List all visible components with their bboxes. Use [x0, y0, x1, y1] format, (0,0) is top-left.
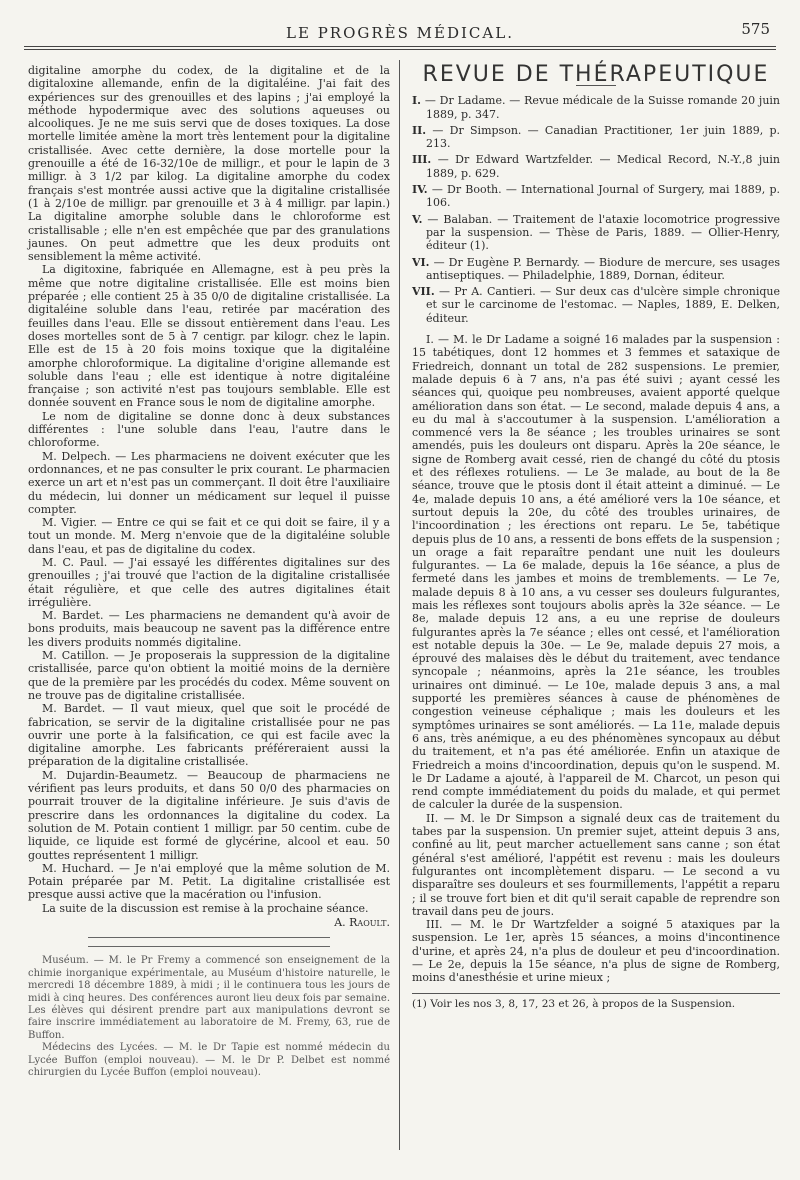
- reference-text: — Dr Simpson. — Canadian Practitioner, 1er juin 1889, p. 213.: [426, 123, 781, 151]
- author-signature: A. Raoult.: [334, 916, 390, 929]
- reference-number: I.: [412, 94, 421, 108]
- left-column: [28, 64, 390, 1079]
- reference-text: — Dr Edward Wartzfelder. — Medical Record, N.-Y.,8 juin 1889, p. 629.: [426, 153, 780, 180]
- paragraph: digitaline amorphe du codex, de la digitaline et de la digitaloxine allemande, enfin de la digitaléine. J'ai fait des expériences sur des grenouilles et des lapins ; j'ai employé la méthode hypodermique avec des solutions aqueuses ou alcooliques. Je ne me suis servi que de doses toxiques. La dose mortelle limitée amène la mort très lentement pour la digitaline cristallisée. Avec cette dernière, la dose mortelle pour la grenouille a été de 16-32/10e de milligr., et pour le lapin de 3 milligr. à 3 1/2 par kilog. La digitaline amorphe du codex français s'est montrée aussi active que la digitaline cristallisée (1 à 2/10e de milligr. par grenouille et 3 à 4 milligr. par lapin.) La digitaline amorphe soluble dans le chloroforme est cristallisable ; elle n'en est empêchée que par des granulations jaunes. On peut admettre que les deux produits ont sensiblement la même activité.: [28, 64, 390, 264]
- article-body: [412, 333, 780, 985]
- reference-list: [412, 94, 780, 325]
- reference-item: [412, 285, 780, 325]
- paragraph: M. Huchard. — Je n'ai employé que la même solution de M. Potain préparée par M. Petit. La digitaline cristallisée est presque aussi active que la macération ou l'infusion.: [28, 861, 390, 902]
- reference-item: [412, 213, 780, 253]
- separator-rule: [88, 946, 330, 947]
- reference-text: — Dr Booth. — International Journal of Surgery, mai 1889, p. 106.: [426, 183, 781, 210]
- reference-number: VII.: [412, 285, 435, 299]
- right-column: [412, 64, 780, 1011]
- section-title: REVUE DE THÉRAPEUTIQUE: [422, 62, 770, 87]
- reference-number: III.: [412, 153, 432, 167]
- header-rule: [24, 46, 776, 47]
- reference-text: — Balaban. — Traitement de l'ataxie locomotrice progressive par la suspension. — Thèse de Paris, 1889. — Ollier-Henry, éditeur (1).: [426, 212, 780, 253]
- footnote-rule: [412, 993, 780, 994]
- reference-item: [412, 183, 780, 210]
- paragraph: I. — M. le Dr Ladame a soigné 16 malades par la suspension : 15 tabétiques, dont 12 hommes et 3 femmes et sataxique de Friedreich, donnant un total de 282 suspensions. Le premier, malade depuis 6 à 7 ans, n'a pas été suivi ; ayant cessé les séances qui, quoique peu nombreuses, avaient apporté quelque amélioration dans son état. — Le second, malade depuis 4 ans, a eu du mal à s'accoutumer à la suspension. L'amélioration a commencé vers la 8e séance ; les troubles urinaires se sont amendés, puis les douleurs ont disparu. Après la 20e séance, le signe de Romberg avait cessé, rien de changé du côté du ptosis et des réflexes rotuliens. — Le 3e malade, au bout de la 8e séance, trouve que le ptosis dont il était atteint a diminué. — Le 4e, malade depuis 10 ans, a été amélioré vers la 10e séance, et surtout depuis la 20e, du côté des troubles urinaires, de l'incoordination ; les érections ont reparu. Le 5e, tabétique depuis plus de 10 ans, a ressenti de bons effets de la suspension ; un orage a fait reparaître pendant une nuit les douleurs fulgurantes. — La 6e malade, depuis la 16e séance, a plus de fermeté dans les jambes et moins de tremblements. — Le 7e, malade depuis 8 à 10 ans, a vu cesser ses douleurs fulgurantes, mais les réflexes sont toujours abolis après la 32e séance. — Le 8e, malade depuis 12 ans, a eu une reprise de douleurs fulgurantes après la 7e séance ; elles ont cessé, et l'amélioration est notable depuis la 30e. — Le 9e, malade depuis 27 mois, a éprouvé des malaises dès le début du traitement, avec tendance syncopale ; néanmoins, après la 21e séance, les troubles urinaires ont diminué. — Le 10e, malade depuis 3 ans, a mal supporté les premières séances à cause de phénomènes de congestion veineuse céphalique ; mais les douleurs et les symptômes urinaires se sont améliorés. — La 11e, malade depuis 6 ans, très anémique, a eu des phénomènes syncopaux au début du traitement, et n'a pas été améliorée. Enfin un ataxique de Friedreich a moins d'incoordination, depuis qu'on le suspend. M. le Dr Ladame a ajouté, à l'appareil de M. Charcot, un peson qui rend compte immédiatement du poids du malade, et qui permet de calculer la durée de la suspension.: [412, 333, 780, 812]
- paragraph: La suite de la discussion est remise à la prochaine séance.: [42, 901, 369, 915]
- reference-number: IV.: [412, 183, 428, 197]
- paragraph: M. C. Paul. — J'ai essayé les différentes digitalines sur des grenouilles ; j'ai trouvé que l'action de la digitaline cristallisée était régulière, et que celle des autres digitalines était irrégulière.: [28, 555, 390, 609]
- paragraph: M. Bardet. — Les pharmaciens ne demandent qu'à avoir de bons produits, mais beaucoup ne savent pas la différence entre les divers produits nommés digitaline.: [28, 609, 390, 649]
- paragraph: Le nom de digitaline se donne donc à deux substances différentes : l'une soluble dans l'eau, l'autre dans le chloroforme.: [28, 409, 390, 450]
- reference-number: VI.: [412, 255, 430, 269]
- news-item: Médecins des Lycées. — M. le Dr Tapie est nommé médecin du Lycée Buffon (emploi nouveau). — M. le Dr P. Delbet est nommé chirurgien du Lycée Buffon (emploi nouveau).: [28, 1042, 390, 1078]
- news-notes: [28, 955, 390, 1079]
- paragraph: M. Bardet. — Il vaut mieux, quel que soit le procédé de fabrication, se servir de la digitaline cristallisée pour ne pas ouvrir une porte à la falsification, ce qui est facile avec la digitaline amorphe. Les fabricants préféreraient aussi la préparation de la digitaline cristallisée.: [28, 702, 390, 769]
- reference-number: II.: [412, 123, 427, 137]
- paragraph: II. — M. le Dr Simpson a signalé deux cas de traitement du tabes par la suspension. Un premier sujet, atteint depuis 3 ans, confiné au lit, peut marcher actuellement sans canne ; son état général s'est amélioré, l'appétit est revenu : mais les douleurs fulgurantes ont incomplètement disparu. — Le second a vu disparaître ses douleurs et ses fourmillements, l'appétit a reparu ; il se trouve fort bien et dit qu'il serait capable de reprendre son travail dans peu de jours.: [412, 811, 780, 918]
- page-number: 575: [741, 20, 770, 38]
- column-divider: [399, 60, 400, 1150]
- reference-item: [412, 153, 780, 180]
- separator-rule: [88, 937, 330, 938]
- reference-text: — Pr A. Cantieri. — Sur deux cas d'ulcère simple chronique et sur le carcinome de l'estomac. — Naples, 1889, E. Delken, éditeur.: [426, 285, 780, 325]
- paragraph: M. Dujardin-Beaumetz. — Beaucoup de pharmaciens ne vérifient pas leurs produits, et dans 50 0/0 des pharmacies on pourrait trouver de la digitaline inférieure. Je suis d'avis de prescrire dans les ordonnances la digitaline du codex. La solution de M. Potain contient 1 milligr. par 50 centim. cube de liquide, ce liquide est formé de glycérine, alcool et eau. 50 gouttes représentent 1 milligr.: [28, 768, 390, 862]
- running-title: LE PROGRÈS MÉDICAL.: [286, 24, 514, 42]
- footnote: (1) Voir les nos 3, 8, 17, 23 et 26, à propos de la Suspension.: [412, 997, 736, 1010]
- paragraph: La digitoxine, fabriquée en Allemagne, est à peu près la même que notre digitaline cristallisée. Elle est moins bien préparée ; elle contient 25 à 35 0/0 de digitaline cristallisée. La digitaléine soluble dans l'eau, retirée par macération des feuilles dans l'eau. Elle se dissout entièrement dans l'eau. Les doses mortelles sont de 5 à 7 centigr. par kilogr. chez le lapin. Elle est de 15 à 20 fois moins toxique que la digitaléine amorphe chloroformique. La digitaline d'origine allemande est soluble dans l'eau ; elle est identique à notre digitaléine française ; son activité n'est pas toujours semblable. Elle est donnée souvent en France sous le nom de digitaline amorphe.: [28, 263, 390, 410]
- reference-item: [412, 94, 780, 121]
- paragraph: M. Vigier. — Entre ce qui se fait et ce qui doit se faire, il y a tout un monde. M. Merg n'envoie que de la digitaléine soluble dans l'eau, et pas de digitaline du codex.: [28, 516, 390, 556]
- reference-number: V.: [412, 212, 423, 226]
- news-item: Muséum. — M. le Pr Fremy a commencé son enseignement de la chimie inorganique expérimentale, au Muséum d'histoire naturelle, le mercredi 18 décembre 1889, à midi ; il le continuera tous les jours de midi à cinq heures. Des conférences auront lieu deux fois par semaine. Les élèves qui désirent prendre part aux manipulations devront se faire inscrire immédiatement au laboratoire de M. Fremy, 63, rue de Buffon.: [28, 955, 390, 1041]
- reference-item: [412, 124, 780, 151]
- reference-item: [412, 256, 780, 283]
- page-header: [24, 18, 776, 46]
- paragraph: M. Catillon. — Je proposerais la suppression de la digitaline cristallisée, parce qu'on obtient la moitié moins de la dernière que de la première par les procédés du codex. Même souvent on ne trouve pas de digitaline cristallisée.: [28, 649, 390, 702]
- paragraph: III. — M. le Dr Wartzfelder a soigné 5 ataxiques par la suspension. Le 1er, après 15 séances, a moins d'incontinence d'urine, et après 24, n'a plus de douleur et peu d'incoordination. — Le 2e, depuis la 15e séance, n'a plus de signe de Romberg, moins d'anesthésie et urine mieux ;: [412, 918, 780, 985]
- reference-text: — Dr Eugène P. Bernardy. — Biodure de mercure, ses usages antiseptiques. — Philadelphie, 1889, Dornan, éditeur.: [426, 255, 780, 282]
- header-rule-double: [24, 49, 776, 50]
- reference-text: — Dr Ladame. — Revue médicale de la Suisse romande 20 juin 1889, p. 347.: [424, 94, 781, 121]
- paragraph: M. Delpech. — Les pharmaciens ne doivent exécuter que les ordonnances, et ne pas consulter le prix courant. Le pharmacien exerce un art et n'est pas un commerçant. Il doit être l'auxiliaire du médecin, lui donner un médicament sur lequel il puisse compter.: [28, 449, 390, 516]
